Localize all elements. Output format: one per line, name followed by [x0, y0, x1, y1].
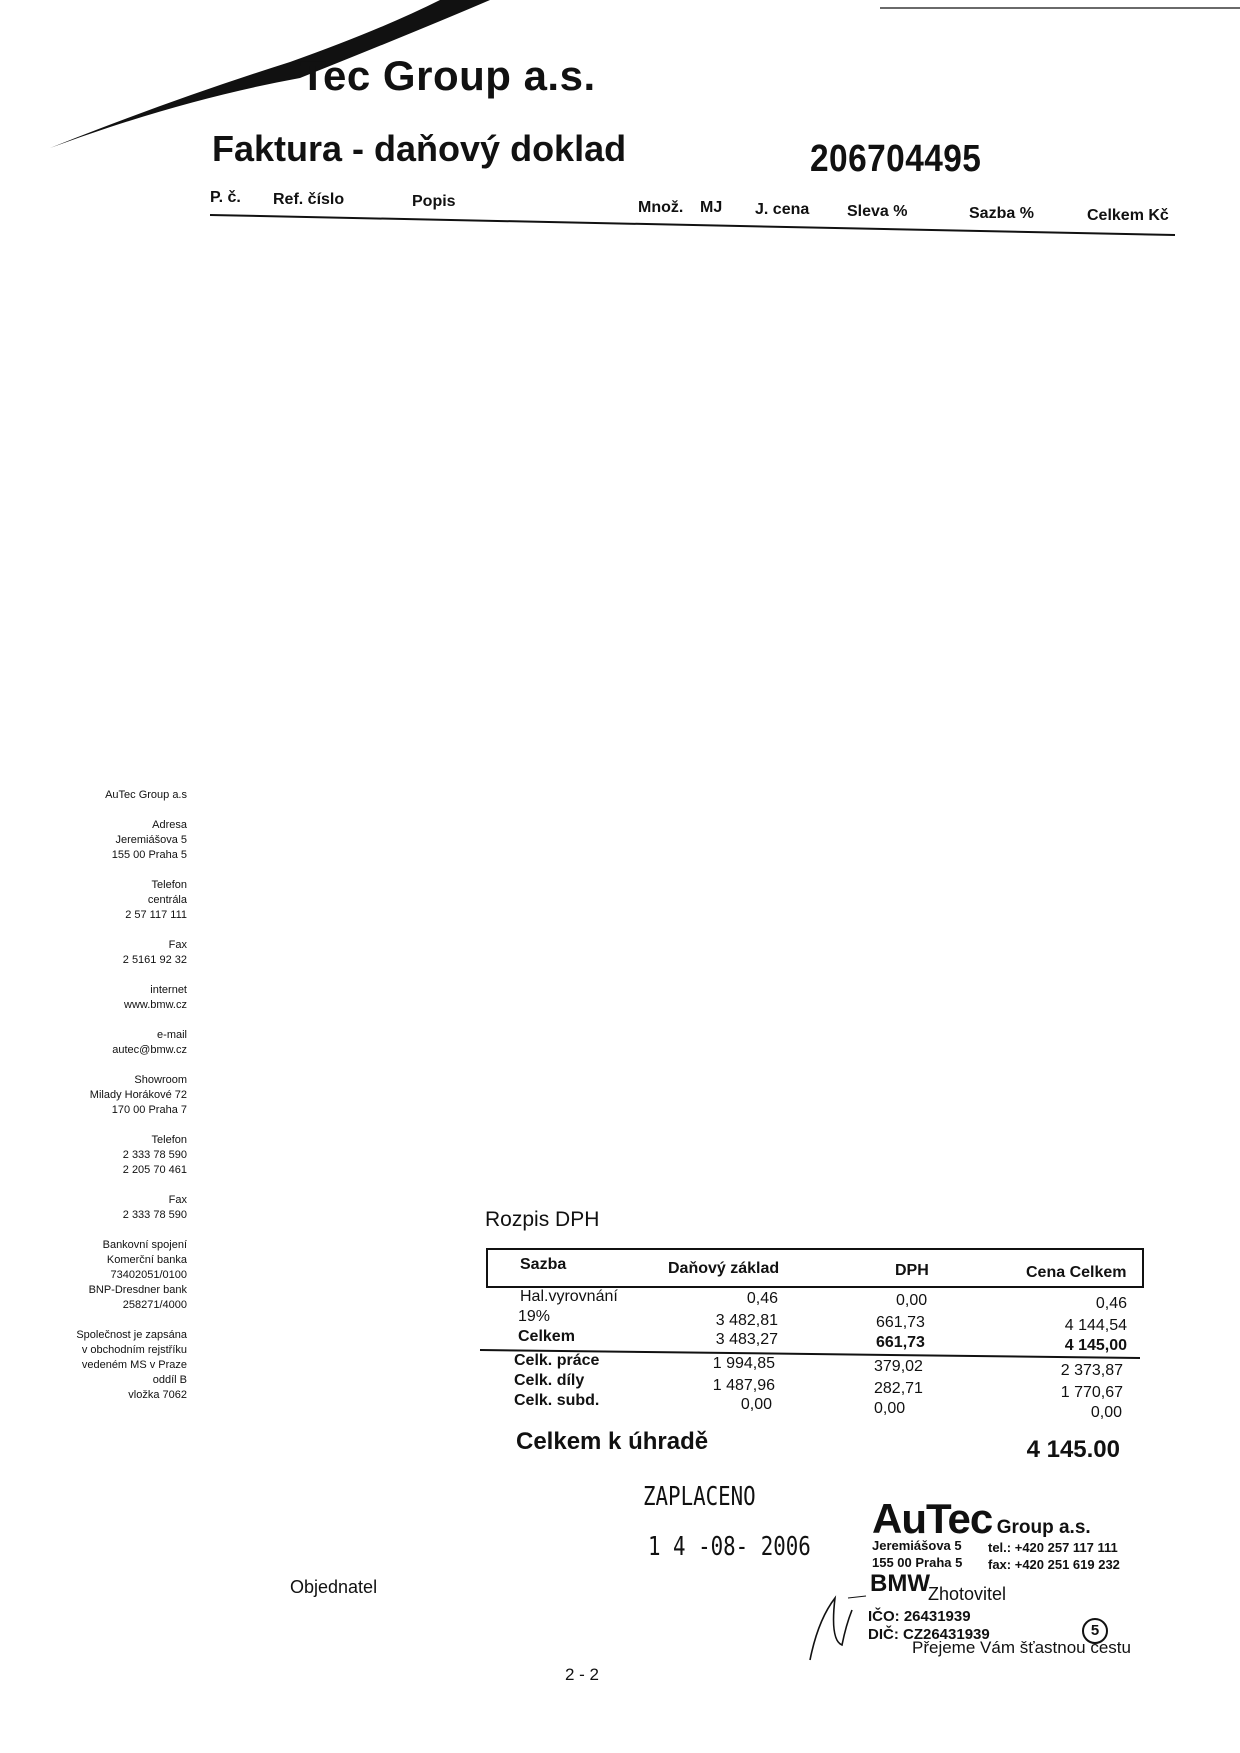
summary-label: Celk. díly — [514, 1372, 585, 1389]
stamp-brand-small: Group a.s. — [996, 1517, 1091, 1538]
summary-base: 0,00 — [740, 1396, 772, 1413]
sidebar-showroom-fax-label: Fax — [168, 1194, 187, 1206]
page-number: 2 - 2 — [565, 1665, 600, 1684]
vat-row-rate: 19% — [518, 1308, 551, 1325]
col-unit-price: J. cena — [755, 201, 810, 218]
stamp-bmw: BMW — [870, 1570, 930, 1597]
vat-row-vat: 661,73 — [876, 1314, 925, 1331]
sidebar-email: autec@bmw.cz — [112, 1044, 187, 1056]
sidebar-bank-1-account: 73402051/0100 — [110, 1269, 187, 1281]
sidebar-showroom-phone-label: Telefon — [151, 1134, 187, 1146]
sidebar-bank-2: BNP-Dresdner bank — [88, 1284, 187, 1296]
sidebar-registry-5: vložka 7062 — [128, 1389, 187, 1401]
summary-base: 1 487,96 — [712, 1377, 775, 1394]
sidebar-address-city: 155 00 Praha 5 — [111, 849, 187, 861]
col-total: Celkem Kč — [1087, 207, 1169, 224]
sidebar-website: www.bmw.cz — [124, 999, 187, 1011]
vat-row-base: 3 483,27 — [715, 1331, 778, 1348]
summary-total: 2 373,87 — [1060, 1362, 1123, 1379]
sidebar-address-label: Adresa — [152, 819, 187, 831]
sidebar-phone-number: 2 57 117 111 — [125, 909, 187, 921]
col-discount: Sleva % — [847, 203, 908, 220]
stamp-address-2: 155 00 Praha 5 — [872, 1555, 963, 1570]
summary-vat: 0,00 — [874, 1400, 906, 1417]
summary-label: Celk. subd. — [514, 1392, 600, 1409]
sidebar-showroom-fax: 2 333 78 590 — [122, 1209, 187, 1221]
sidebar-bank-1: Komerční banka — [106, 1254, 187, 1266]
vat-row-vat: 661,73 — [876, 1334, 925, 1351]
sidebar-fax-number: 2 5161 92 32 — [122, 954, 187, 966]
stamp-tel: tel.: +420 257 117 111 — [988, 1540, 1118, 1555]
vat-row-base: 3 482,81 — [715, 1312, 778, 1329]
stamp-address-1: Jeremiášova 5 — [872, 1538, 962, 1553]
col-index: P. č. — [210, 189, 241, 206]
circled-number: 5 — [1082, 1618, 1108, 1644]
vat-row-rate: Celkem — [518, 1328, 575, 1345]
vat-row-rate: Hal.vyrovnání — [520, 1288, 618, 1305]
stamp-ico: IČO: 26431939 — [868, 1608, 971, 1625]
sidebar-showroom-phone-2: 2 205 70 461 — [122, 1164, 187, 1176]
sidebar-company: AuTec Group a.s — [105, 789, 187, 801]
sidebar-address-street: Jeremiášova 5 — [115, 834, 187, 846]
farewell-text: Přejeme Vám šťastnou cestu — [912, 1638, 1131, 1657]
sidebar-fax-label: Fax — [168, 939, 187, 951]
col-description: Popis — [412, 193, 456, 210]
col-unit: MJ — [700, 199, 723, 216]
vat-row-vat: 0,00 — [896, 1292, 928, 1309]
summary-total: 1 770,67 — [1060, 1384, 1123, 1401]
vat-header-total: Cena Celkem — [1026, 1264, 1127, 1281]
document-title: Faktura - daňový doklad — [212, 128, 627, 169]
vat-header-rate: Sazba — [520, 1256, 567, 1273]
sidebar-bank-label: Bankovní spojení — [102, 1239, 187, 1251]
summary-vat: 282,71 — [874, 1380, 923, 1397]
col-ref: Ref. číslo — [273, 191, 345, 208]
company-name: Tec Group a.s. — [300, 52, 596, 99]
stamp-brand-big: AuTec — [872, 1495, 993, 1542]
invoice-number: 206704495 — [810, 138, 982, 180]
col-quantity: Množ. — [638, 199, 684, 216]
sidebar-registry-3: vedeném MS v Praze — [81, 1359, 187, 1371]
sidebar-registry-2: v obchodním rejstříku — [81, 1344, 187, 1356]
sidebar-phone-central: centrála — [147, 894, 187, 906]
stamp-dic: DIČ: CZ26431939 — [868, 1626, 990, 1643]
sidebar-showroom-street: Milady Horákové 72 — [89, 1089, 187, 1101]
vat-header-base: Daňový základ — [668, 1260, 780, 1277]
paid-stamp: ZAPLACENO — [643, 1482, 756, 1512]
summary-base: 1 994,85 — [712, 1355, 775, 1372]
vat-breakdown-title: Rozpis DPH — [485, 1208, 600, 1231]
sidebar-bank-2-account: 258271/4000 — [122, 1299, 187, 1311]
stamp-fax: fax: +420 251 619 232 — [988, 1557, 1120, 1572]
vat-row-total: 4 144,54 — [1064, 1317, 1127, 1334]
col-vat-rate: Sazba % — [969, 205, 1034, 222]
summary-label: Celk. práce — [514, 1352, 600, 1369]
paid-date: 1 4 -08- 2006 — [648, 1532, 811, 1562]
sidebar-internet-label: internet — [150, 984, 187, 996]
amount-due-value: 4 145.00 — [1026, 1436, 1120, 1463]
vat-row-total: 0,46 — [1095, 1295, 1127, 1312]
vat-row-base: 0,46 — [746, 1290, 778, 1307]
sidebar-registry-4: oddíl B — [152, 1374, 187, 1386]
vat-row-total: 4 145,00 — [1064, 1337, 1127, 1354]
contractor-label: Zhotovitel — [928, 1584, 1007, 1604]
sidebar-phone-label: Telefon — [151, 879, 187, 891]
sidebar-email-label: e-mail — [157, 1029, 187, 1041]
sidebar-registry-1: Společnost je zapsána — [76, 1329, 187, 1341]
amount-due-label: Celkem k úhradě — [516, 1428, 709, 1455]
vat-header-vat: DPH — [895, 1262, 929, 1279]
sidebar-showroom-city: 170 00 Praha 7 — [111, 1104, 187, 1116]
summary-total: 0,00 — [1090, 1404, 1122, 1421]
sidebar-showroom-label: Showroom — [134, 1074, 187, 1086]
summary-vat: 379,02 — [874, 1358, 923, 1375]
customer-label: Objednatel — [290, 1577, 378, 1597]
sidebar-showroom-phone-1: 2 333 78 590 — [122, 1149, 187, 1161]
